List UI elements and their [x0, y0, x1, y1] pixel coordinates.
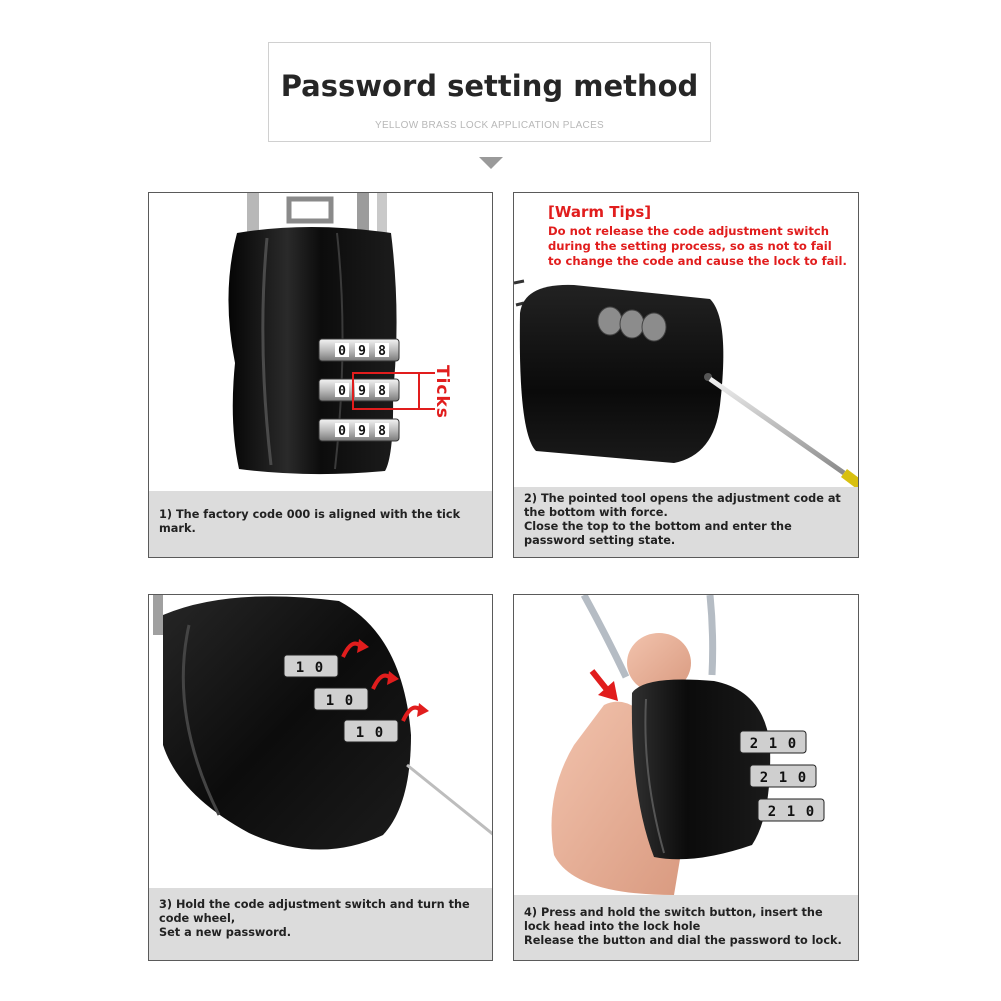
dial-row-3 — [344, 720, 398, 742]
dial-digit: 1 — [778, 770, 788, 786]
lock-hand-illustration — [514, 595, 859, 895]
dial-digit: 0 — [374, 725, 384, 741]
dial-row-1 — [740, 731, 806, 753]
caption-line: code wheel, — [159, 912, 236, 925]
warm-tips-text: Do not release the code adjustment switch during the setting process, so as not to fail to change the code and cause the lock to fail. — [548, 224, 847, 268]
caption-line: 3) Hold the code adjustment switch and turn the — [159, 898, 470, 911]
shackle — [247, 193, 387, 233]
dial-digit: 8 — [378, 424, 386, 439]
dial-row-2 — [319, 379, 399, 401]
dial-digit: 0 — [787, 736, 797, 752]
dial-digit: 0 — [338, 384, 346, 399]
down-arrow-icon — [479, 157, 503, 169]
dial-digit: 0 — [338, 344, 346, 359]
dial-digit: 8 — [378, 384, 386, 399]
caption-line: Close the top to the bottom and enter the — [524, 520, 792, 533]
dial-digit: 1 — [325, 693, 335, 709]
lock-front-illustration — [149, 193, 493, 493]
ticks-label: Ticks — [432, 365, 452, 419]
step-2-panel — [513, 192, 859, 558]
caption-line: password setting state. — [524, 534, 676, 547]
pointed-tool — [407, 765, 493, 835]
step-1-caption — [149, 491, 492, 557]
dial-digit: 0 — [344, 693, 354, 709]
dial-digit: 0 — [805, 804, 815, 820]
dial-digit: 1 — [355, 725, 365, 741]
step-4-panel — [513, 594, 859, 961]
caption-line: mark. — [159, 522, 196, 535]
caption-line: lock head into the lock hole — [524, 920, 701, 933]
dial-digit: 2 — [759, 770, 769, 786]
caption-line: Set a new password. — [159, 926, 292, 939]
lock-body — [520, 285, 724, 463]
page-subtitle: YELLOW BRASS LOCK APPLICATION PLACES — [374, 120, 605, 131]
step-4-caption — [514, 895, 858, 960]
dial-row-1 — [319, 339, 399, 361]
dial-row-3 — [758, 799, 824, 821]
caption-line: Release the button and dial the password to lock. — [524, 934, 842, 947]
dial-digit: 2 — [749, 736, 759, 752]
caption-line: the bottom with force. — [524, 506, 668, 519]
dial-digit: 9 — [358, 344, 366, 359]
step-2-caption — [514, 487, 858, 557]
dial-digit: 0 — [338, 424, 346, 439]
caption-line: 2) The pointed tool opens the adjustment code at — [524, 492, 841, 505]
dial-row-2 — [750, 765, 816, 787]
warm-tips-title: [Warm Tips] — [548, 203, 652, 221]
lock-body — [632, 680, 770, 860]
dial-digit: 1 — [768, 736, 778, 752]
dial-digit: 0 — [314, 660, 324, 676]
dial-digit: 8 — [378, 344, 386, 359]
header-box — [268, 42, 711, 142]
caption-line: 4) Press and hold the switch button, insert the — [524, 906, 823, 919]
dial-row-1 — [284, 655, 338, 677]
dial-row-3 — [319, 419, 399, 441]
page-title: Password setting method — [280, 69, 699, 103]
dial-digit: 1 — [295, 660, 305, 676]
lock-turning-illustration — [149, 595, 493, 895]
step-3-panel — [148, 594, 493, 961]
dial-digit: 0 — [797, 770, 807, 786]
caption-line: 1) The factory code 000 is aligned with the tick — [159, 508, 461, 521]
dial-digit: 9 — [358, 424, 366, 439]
dial-row-2 — [314, 688, 368, 710]
dial-digit: 9 — [358, 384, 366, 399]
tool-handle — [844, 473, 859, 485]
step-3-caption — [149, 888, 492, 960]
pointed-tool — [710, 379, 844, 473]
press-arrow-icon — [592, 671, 618, 701]
step-1-panel — [148, 192, 493, 558]
dial-digit: 1 — [786, 804, 796, 820]
dial-digit: 2 — [767, 804, 777, 820]
